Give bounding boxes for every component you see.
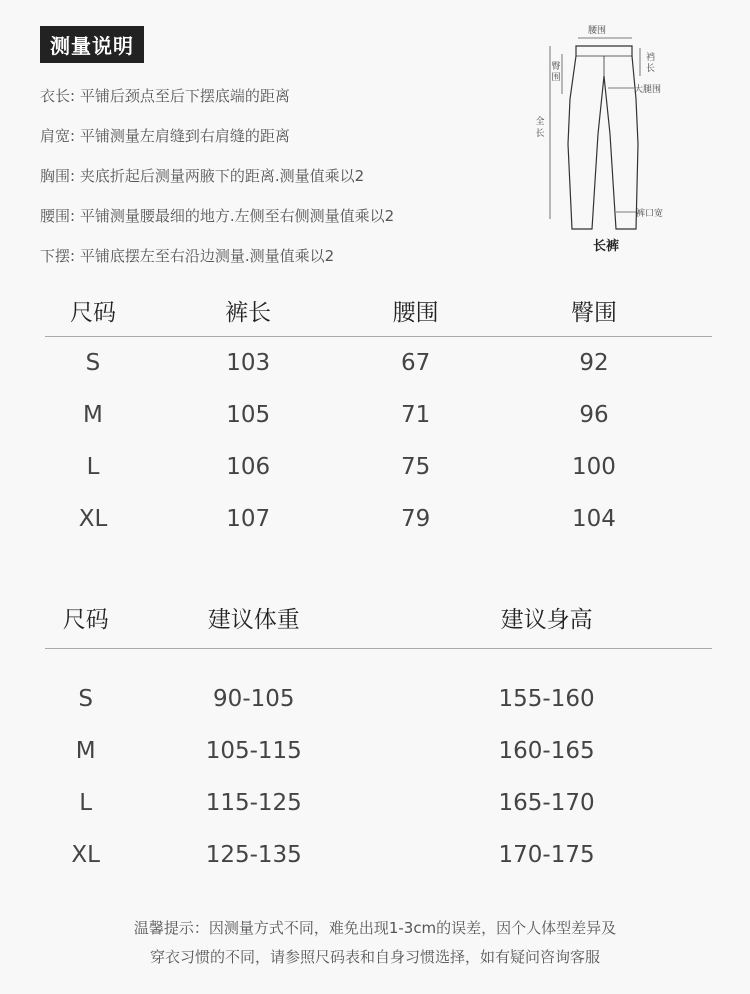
cell-size: M	[75, 738, 96, 764]
rise-label-2: 长	[646, 64, 656, 74]
cell-waist: 75	[400, 454, 431, 480]
header-weight: 建议体重	[126, 586, 381, 649]
cell-waist: 71	[400, 402, 431, 428]
header-waist: 腰围	[355, 284, 476, 337]
hip-label-1: 臀	[551, 62, 561, 72]
cell-waist: 79	[400, 506, 431, 532]
cell-pants-length: 103	[226, 350, 271, 376]
table-row	[45, 829, 712, 881]
length-label-1: 全	[535, 117, 545, 127]
footer-notice	[0, 914, 750, 972]
header-size: 尺码	[45, 284, 141, 337]
hem-label: 裤口宽	[636, 209, 664, 219]
measurement-notes	[40, 84, 394, 284]
table-row	[45, 493, 712, 545]
cell-hip: 96	[579, 402, 609, 428]
cell-size: L	[86, 454, 100, 480]
pants-diagram	[520, 14, 720, 264]
pants-outline	[568, 46, 638, 229]
table-row	[45, 777, 712, 829]
cell-weight: 105-115	[205, 738, 302, 764]
diagram-caption: 长裤	[592, 239, 620, 254]
header-height: 建议身高	[381, 586, 712, 649]
hip-label-2: 围	[551, 73, 561, 83]
fit-recommendation-table	[45, 586, 712, 881]
cell-hip: 100	[572, 454, 616, 480]
footer-line-2: 穿衣习惯的不同，请参照尺码表和自身习惯选择，如有疑问咨询客服	[149, 948, 600, 966]
table-row	[45, 389, 712, 441]
cell-size: M	[83, 402, 103, 428]
cell-weight: 115-125	[205, 790, 302, 816]
table-row	[45, 725, 712, 777]
fit-table-header	[45, 586, 712, 649]
table-row	[45, 673, 712, 725]
cell-size: XL	[78, 506, 108, 532]
cell-pants-length: 105	[226, 402, 271, 428]
note-chest: 胸围: 夹底折起后测量两腋下的距离.测量值乘以2	[40, 167, 365, 185]
size-table	[45, 284, 712, 545]
cell-size: L	[79, 790, 93, 816]
note-shoulder: 肩宽: 平铺测量左肩缝到右肩缝的距离	[40, 127, 290, 145]
cell-size: XL	[71, 842, 100, 868]
cell-height: 165-170	[498, 790, 595, 816]
cell-size: S	[78, 686, 94, 712]
cell-waist: 67	[400, 350, 431, 376]
page-title: 测量说明	[40, 26, 144, 63]
cell-height: 160-165	[498, 738, 595, 764]
cell-hip: 92	[579, 350, 609, 376]
note-length: 衣长: 平铺后颈点至后下摆底端的距离	[40, 87, 290, 105]
cell-height: 170-175	[498, 842, 595, 868]
pants-illustration	[520, 14, 720, 264]
header-pants-length: 裤长	[141, 284, 355, 337]
note-waist: 腰围: 平铺测量腰最细的地方.左侧至右侧测量值乘以2	[40, 207, 395, 225]
header-hip: 臀围	[476, 284, 712, 337]
table-row	[45, 441, 712, 493]
thigh-label: 大腿围	[634, 85, 662, 95]
cell-weight: 90-105	[213, 686, 295, 712]
cell-hip: 104	[572, 506, 616, 532]
cell-size: S	[85, 350, 101, 376]
waist-label: 腰围	[588, 26, 607, 36]
cell-weight: 125-135	[205, 842, 302, 868]
cell-pants-length: 107	[226, 506, 271, 532]
table-row	[45, 337, 712, 390]
rise-label-1: 裆	[646, 53, 656, 63]
header-size: 尺码	[45, 586, 126, 649]
cell-pants-length: 106	[226, 454, 271, 480]
size-table-header	[45, 284, 712, 337]
footer-line-1: 温馨提示：因测量方式不同，难免出现1-3cm的误差，因个人体型差异及	[133, 919, 617, 937]
length-label-2: 长	[535, 129, 545, 139]
cell-height: 155-160	[498, 686, 595, 712]
note-hem: 下摆: 平铺底摆左至右沿边测量.测量值乘以2	[40, 247, 335, 265]
